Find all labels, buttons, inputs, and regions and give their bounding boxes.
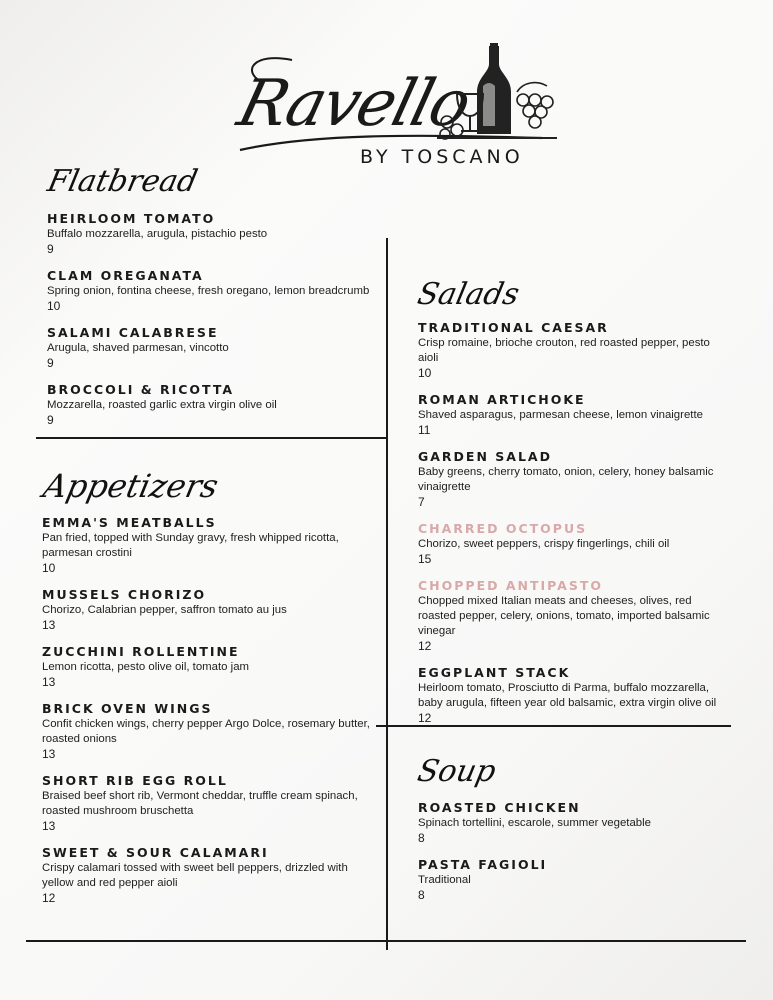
appetizers-list	[42, 515, 377, 917]
item-price: 12	[42, 891, 56, 905]
item-price: 9	[47, 356, 54, 370]
item-price: 8	[418, 888, 425, 902]
item-description: Chorizo, sweet peppers, crispy fingerlings, chili oil	[418, 538, 670, 550]
list-item	[418, 578, 723, 653]
item-name: BROCCOLI & RICOTTA	[47, 382, 235, 397]
list-item	[47, 268, 377, 313]
item-price: 10	[418, 366, 432, 380]
item-name: SWEET & SOUR CALAMARI	[42, 845, 269, 860]
item-price: 9	[47, 242, 54, 256]
item-price: 13	[42, 618, 56, 632]
list-item	[47, 211, 377, 256]
salads-list	[418, 320, 723, 737]
item-name: CHOPPED ANTIPASTO	[418, 578, 604, 593]
flatbread-list	[47, 211, 377, 439]
item-price: 12	[418, 711, 432, 725]
item-name: TRADITIONAL CAESAR	[418, 320, 609, 335]
item-description: Pan fried, topped with Sunday gravy, fresh whipped ricotta, parmesan crostini	[42, 532, 339, 559]
list-item	[418, 665, 723, 725]
logo-script-text: Ravello	[230, 67, 477, 141]
item-price: 13	[42, 747, 56, 761]
soup-list	[418, 800, 723, 914]
list-item	[418, 449, 723, 509]
item-description: Chorizo, Calabrian pepper, saffron tomato au jus	[42, 604, 287, 616]
column-divider-vertical	[386, 238, 388, 950]
item-name: SHORT RIB EGG ROLL	[42, 773, 228, 788]
item-description: Crispy calamari tossed with sweet bell peppers, drizzled with yellow and red pepper aioli	[42, 862, 348, 889]
section-divider-flatbread	[36, 437, 388, 439]
list-item	[42, 773, 377, 833]
list-item	[47, 325, 377, 370]
item-description: Chopped mixed Italian meats and cheeses, olives, red roasted pepper, celery, onions, tomato, imported balsamic vinegar	[418, 595, 710, 637]
list-item	[42, 701, 377, 761]
item-description: Crisp romaine, brioche crouton, red roasted pepper, pesto aioli	[418, 337, 710, 364]
item-price: 10	[47, 299, 61, 313]
item-price: 12	[418, 639, 432, 653]
item-description: Lemon ricotta, pesto olive oil, tomato jam	[42, 661, 250, 673]
list-item	[418, 857, 723, 902]
list-item	[47, 382, 377, 427]
item-price: 13	[42, 819, 56, 833]
item-price: 9	[47, 413, 54, 427]
item-name: ZUCCHINI ROLLENTINE	[42, 644, 240, 659]
list-item	[418, 800, 723, 845]
item-name: ROMAN ARTICHOKE	[418, 392, 586, 407]
list-item	[418, 392, 723, 437]
item-name: EMMA'S MEATBALLS	[42, 515, 217, 530]
item-description: Braised beef short rib, Vermont cheddar, truffle cream spinach, roasted mushroom bruschetta	[42, 790, 358, 817]
flatbread-heading: Flatbread	[44, 164, 201, 199]
item-description: Spinach tortellini, escarole, summer vegetable	[418, 817, 651, 829]
list-item	[418, 320, 723, 380]
appetizers-heading: Appetizers	[39, 467, 222, 505]
list-item	[42, 644, 377, 689]
item-description: Baby greens, cherry tomato, onion, celery, honey balsamic vinaigrette	[418, 466, 714, 493]
restaurant-logo	[222, 42, 562, 177]
item-price: 11	[418, 423, 431, 437]
salads-heading: Salads	[414, 277, 523, 312]
logo-subtitle: BY TOSCANO	[360, 146, 524, 168]
list-item	[418, 521, 723, 566]
item-price: 8	[418, 831, 425, 845]
item-price: 15	[418, 552, 432, 566]
item-name: SALAMI CALABRESE	[47, 325, 219, 340]
item-name: PASTA FAGIOLI	[418, 857, 548, 872]
section-divider-bottom	[26, 940, 746, 942]
item-name: MUSSELS CHORIZO	[42, 587, 207, 602]
item-description: Traditional	[418, 874, 471, 886]
item-description: Arugula, shaved parmesan, vincotto	[47, 342, 229, 354]
item-description: Buffalo mozzarella, arugula, pistachio pesto	[47, 228, 268, 240]
item-price: 13	[42, 675, 56, 689]
item-description: Spring onion, fontina cheese, fresh oregano, lemon breadcrumb	[47, 285, 370, 297]
list-item	[42, 515, 377, 575]
list-item	[42, 587, 377, 632]
soup-heading: Soup	[414, 754, 499, 789]
item-name: GARDEN SALAD	[418, 449, 552, 464]
section-divider-salads	[376, 725, 731, 727]
item-name: ROASTED CHICKEN	[418, 800, 581, 815]
item-price: 7	[418, 495, 425, 509]
item-description: Mozzarella, roasted garlic extra virgin olive oil	[47, 399, 277, 411]
item-description: Confit chicken wings, cherry pepper Argo Dolce, rosemary butter, roasted onions	[42, 718, 370, 745]
item-description: Heirloom tomato, Prosciutto di Parma, buffalo mozzarella, baby arugula, fifteen year old balsamic, extra virgin olive oil	[418, 682, 717, 709]
item-name: BRICK OVEN WINGS	[42, 701, 213, 716]
item-name: EGGPLANT STACK	[418, 665, 571, 680]
item-name: HEIRLOOM TOMATO	[47, 211, 216, 226]
item-price: 10	[42, 561, 56, 575]
item-name: CLAM OREGANATA	[47, 268, 204, 283]
wine-bottle-grapes-icon	[437, 42, 557, 142]
item-description: Shaved asparagus, parmesan cheese, lemon vinaigrette	[418, 409, 703, 421]
item-name: CHARRED OCTOPUS	[418, 521, 588, 536]
list-item	[42, 845, 377, 905]
